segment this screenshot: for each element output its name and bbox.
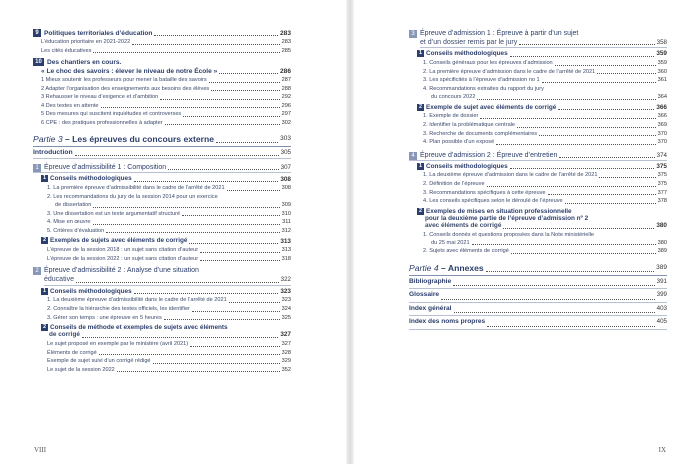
page-ref: 323 [281, 297, 291, 304]
toc-subsection[interactable] [409, 208, 667, 231]
toc-entry[interactable] [33, 296, 291, 305]
toc-entry[interactable] [33, 246, 291, 255]
toc-subsection[interactable] [33, 324, 291, 340]
toc-subsection[interactable] [409, 163, 667, 172]
subsection-title-text: Conseils méthodologiques [50, 287, 132, 295]
subsection-title-text: Conseils de méthode et exemples de sujets avec éléments [50, 324, 228, 332]
subsection-title [41, 175, 132, 184]
entry-title: 1. Exemple de dossier [423, 113, 479, 120]
page-ref: 307 [280, 164, 291, 172]
leader-dots [134, 181, 279, 182]
leader-dots [192, 311, 280, 312]
leader-dots [76, 282, 279, 283]
leader-dots [555, 65, 656, 66]
page-ref: 327 [280, 331, 291, 339]
section-number-badge: 4 [409, 152, 417, 160]
page-ref: 375 [656, 162, 667, 170]
leader-dots [132, 44, 279, 45]
toc-entry[interactable] [33, 366, 291, 375]
toc-entry[interactable] [33, 305, 291, 314]
toc-entry[interactable] [33, 340, 291, 349]
toc-entry[interactable] [33, 314, 291, 323]
toc-entry[interactable] [33, 255, 291, 264]
leader-dots [487, 186, 656, 187]
entry-title: 2 Adapter l’organisation des enseignements aux besoins des élèves [41, 85, 210, 92]
subsection-title [41, 237, 187, 246]
toc-entry[interactable] [33, 210, 291, 219]
leader-dots [165, 124, 280, 125]
page-ref: 311 [282, 219, 291, 226]
toc-entry[interactable] [33, 85, 291, 94]
page-ref: 358 [656, 38, 667, 46]
toc-entry[interactable] [33, 76, 291, 85]
leader-dots [190, 346, 279, 347]
toc-part[interactable] [409, 262, 667, 276]
page-ref: 369 [657, 121, 667, 128]
chapter-number-badge: 9 [33, 29, 41, 37]
entry-title: Les cités éducatives [41, 47, 92, 54]
page-ref: 366 [656, 103, 667, 111]
toc-subsection[interactable] [409, 104, 667, 113]
toc-part[interactable] [33, 133, 291, 147]
toc-entry[interactable] [33, 119, 291, 128]
page-ref: 399 [656, 291, 667, 299]
page-ref: 283 [279, 29, 291, 37]
section-title-text: Épreuve d’admissibilité 2 : Analyse d’une situation [44, 267, 199, 275]
leader-dots [542, 82, 656, 83]
section-title [33, 163, 166, 172]
entry-title-line [423, 239, 667, 248]
toc-section[interactable] [409, 30, 667, 48]
entry-title: 3. Une dissertation est un texte argumentatif structuré [47, 210, 181, 217]
subsection-title-text: de corrigé [49, 331, 80, 339]
page-ref: 352 [281, 366, 291, 373]
page-ref: 310 [281, 210, 291, 217]
subsection-title-text: pour la deuxième partie de l’épreuve d’admission nº 2 [425, 215, 589, 223]
section-title-text: Épreuve d’admissibilité 1 : Composition [44, 164, 167, 172]
page-number-left: VIII [34, 446, 47, 454]
page-ref: 296 [281, 102, 291, 109]
page-ref: 302 [281, 119, 291, 126]
toc-chapter[interactable] [33, 29, 291, 38]
leader-dots [153, 363, 280, 364]
leader-dots [189, 243, 278, 244]
subsection-title-text: Exemples de mises en situation professionnelle [426, 208, 572, 216]
right-page [354, 0, 700, 464]
leader-dots [599, 177, 655, 178]
page-ref: 287 [281, 76, 291, 83]
leader-dots [160, 99, 279, 100]
leader-dots [558, 109, 654, 110]
entry-title: 4. Plan possible d’un exposé [423, 139, 495, 146]
section-number-badge: 1 [33, 164, 41, 172]
entry-title: Le sujet proposé en exemple par le ministère (avril 2021) [47, 340, 189, 347]
entry-title: 2. Identifier la problématique centrale [423, 121, 516, 128]
appendix-title: Index des noms propres [409, 318, 486, 326]
entry-title: 4. Les conseils spécifiques selon le déroulé de l’épreuve [423, 198, 563, 205]
toc-entry[interactable] [409, 68, 667, 77]
entry-title: Exemple de sujet suivi d’un corrigé rédigé [47, 358, 151, 365]
page-ref: 378 [657, 198, 667, 205]
toc-entry[interactable] [33, 357, 291, 366]
leader-dots [229, 302, 280, 303]
page-ref: 361 [657, 77, 667, 84]
toc-entry[interactable] [409, 130, 667, 139]
subsection-number-badge: 2 [42, 237, 47, 244]
section-title-line [44, 276, 291, 286]
book-gutter [346, 0, 354, 464]
left-page [0, 0, 346, 464]
toc-entry[interactable] [409, 138, 667, 147]
page-ref: 286 [279, 67, 291, 75]
leader-dots [106, 232, 279, 233]
page-ref: 308 [280, 175, 291, 183]
part-title [33, 133, 214, 145]
entry-title-line [423, 93, 667, 102]
toc-entry[interactable] [409, 76, 667, 85]
subsection-number-badge: 1 [42, 287, 47, 294]
page-ref: 370 [657, 130, 667, 137]
toc-entry[interactable] [33, 110, 291, 119]
part-label: Partie 4 [409, 263, 439, 274]
toc-entry[interactable] [33, 38, 291, 47]
page-ref: 318 [281, 255, 291, 262]
subsection-title-line [41, 331, 291, 340]
entry-title-line [47, 201, 291, 210]
leader-dots [441, 299, 655, 300]
toc-entry[interactable] [409, 231, 667, 248]
toc-section[interactable] [33, 267, 291, 285]
leader-dots [75, 155, 279, 156]
section-title-text: éducative [44, 275, 74, 283]
leader-dots [548, 194, 656, 195]
toc-section[interactable] [33, 163, 291, 173]
toc-introduction[interactable] [33, 147, 291, 159]
subsection-title-text: Conseils méthodologiques [50, 175, 132, 183]
page-ref: 329 [281, 358, 291, 365]
toc-entry[interactable] [409, 59, 667, 68]
entry-title: 3. Gérer son temps : une épreuve en 5 heures [47, 314, 162, 321]
section-title-line [420, 39, 667, 49]
entry-title: 2. Connaître la hiérarchie des textes officiels, les identifier [47, 305, 190, 312]
leader-dots [93, 224, 281, 225]
page-ref: 364 [657, 93, 667, 100]
section-title-line [44, 267, 291, 276]
subsection-title-text: avec éléments de corrigé [425, 222, 502, 230]
subsection-title-line [417, 222, 667, 231]
entry-title: 2. Définition de l’épreuve [423, 181, 485, 188]
page-ref: 360 [657, 68, 667, 75]
chapter-title-line [33, 68, 291, 76]
chapter-title-text: Politiques territoriales d’éducation [44, 29, 153, 37]
section-title-line [420, 30, 667, 39]
toc-appendix[interactable] [409, 303, 667, 316]
page-ref: 285 [281, 47, 291, 54]
toc-entry[interactable] [33, 193, 291, 210]
page-number-right: IX [658, 446, 666, 454]
left-toc [33, 26, 291, 374]
toc-subsection[interactable] [33, 288, 291, 297]
entry-title: du 25 mai 2021 [431, 239, 470, 246]
toc-appendix[interactable] [409, 316, 667, 329]
page-ref: 313 [280, 237, 291, 245]
page-ref: 375 [657, 181, 667, 188]
entry-title: 6 CPE : des pratiques professionnelles à adapter [41, 119, 163, 126]
entry-title: 5. Critères d’évaluation [47, 227, 105, 234]
toc-chapter[interactable] [33, 58, 291, 76]
section-number-badge: 2 [33, 267, 41, 275]
entry-title-line [423, 85, 667, 93]
entry-title: 3 Rehausser le niveau d’exigence et d’ambition [41, 94, 159, 101]
page-ref: 380 [656, 222, 667, 230]
toc-entry[interactable] [33, 93, 291, 102]
toc-entry[interactable] [409, 112, 667, 121]
section-title-text: Épreuve d’admission 2 : Épreuve d’entretien [420, 151, 558, 159]
leader-dots [519, 44, 654, 45]
section-number-badge: 3 [409, 30, 417, 38]
page-ref: 328 [281, 349, 291, 356]
leader-dots [219, 73, 278, 74]
subsection-title-text: Conseils méthodologiques [426, 162, 508, 170]
subsection-number-badge: 1 [418, 162, 423, 169]
toc-appendix[interactable] [409, 289, 667, 302]
entry-title: du concours 2022 [431, 93, 476, 100]
page-ref: 374 [656, 151, 667, 159]
entry-title: L’épreuve de la session 2022 : un sujet sans citation d’auteur [47, 255, 199, 262]
section-title-text: Épreuve d’admission 1 : Épreuve à partir d’un sujet [420, 30, 579, 37]
page-ref: 292 [281, 94, 291, 101]
page-ref: 391 [656, 278, 667, 286]
entry-title: de dissertation [55, 202, 92, 209]
page-ref: 322 [280, 275, 291, 283]
leader-dots [454, 312, 655, 313]
chapter-title-line [33, 58, 291, 67]
page-ref: 297 [281, 111, 291, 118]
leader-dots [93, 207, 279, 208]
page-ref: 375 [657, 172, 667, 179]
leader-dots [486, 271, 654, 272]
page-ref: 283 [281, 39, 291, 46]
leader-dots [164, 319, 280, 320]
leader-dots [227, 190, 280, 191]
entry-title: Éléments de corrigé [47, 349, 97, 356]
subsection-title-line [417, 208, 667, 215]
entry-title: 2. Les recommandations du jury de la session 2014 pour un exercice [47, 193, 218, 200]
appendix-title: Index général [409, 304, 452, 312]
page-ref: 325 [281, 314, 291, 321]
toc-entry[interactable] [409, 85, 667, 102]
appendix-title: Bibliographie [409, 278, 452, 286]
entry-title: L’épreuve de la session 2018 : un sujet sans citation d’auteur [47, 247, 199, 254]
subsection-title [417, 104, 556, 113]
toc-subsection[interactable] [33, 237, 291, 246]
subsection-title-text: Conseils méthodologiques [426, 50, 508, 58]
entry-title: 3. Recherche de documents complémentaires [423, 130, 538, 137]
section-title [409, 151, 557, 160]
part-title [409, 262, 484, 274]
leader-dots [200, 252, 280, 253]
toc-section[interactable] [409, 151, 667, 161]
leader-dots [453, 285, 655, 286]
entry-title: 1 Mieux soutenir les professeurs pour mener la bataille des savoirs [41, 76, 207, 83]
appendix-title: Glossaire [409, 291, 440, 299]
toc-subsection[interactable] [409, 50, 667, 59]
page-ref: 323 [280, 287, 291, 295]
introduction-title: Introduction [33, 149, 73, 157]
leader-dots [93, 52, 279, 53]
part-label: Partie 3 [33, 134, 63, 145]
toc-entry[interactable] [33, 184, 291, 193]
entry-title: 4 Des textes en attente [41, 102, 99, 109]
subsection-title-text: Exemples de sujets avec éléments de corrigé [50, 237, 188, 245]
page-ref: 309 [281, 202, 291, 209]
subsection-title [41, 288, 132, 297]
toc-entry[interactable] [33, 218, 291, 227]
entry-title: Le sujet de la session 2022 [47, 366, 115, 373]
leader-dots [503, 228, 654, 229]
entry-title: 1. La deuxième épreuve d’admission dans le cadre de l’arrêté de 2021 [423, 172, 598, 179]
leader-dots [510, 168, 655, 169]
subsection-number-badge: 2 [418, 103, 423, 110]
leader-dots [565, 203, 656, 204]
leader-dots [472, 244, 656, 245]
chapter-title [33, 29, 152, 38]
page-ref: 405 [656, 318, 667, 326]
page-ref: 359 [657, 59, 667, 66]
toc-entry[interactable] [409, 247, 667, 256]
leader-dots [517, 127, 656, 128]
leader-dots [511, 253, 656, 254]
leader-dots [209, 82, 280, 83]
leader-dots [477, 99, 655, 100]
leader-dots [510, 56, 655, 57]
toc-subsection[interactable] [33, 175, 291, 184]
leader-dots [117, 371, 280, 372]
section-title-text: et d’un dossier remis par le jury [420, 38, 518, 46]
page-ref: 303 [280, 135, 291, 143]
entry-title: 1. Conseils donnés et questions proposées dans la Note ministérielle [423, 231, 595, 238]
toc-entry[interactable] [409, 189, 667, 198]
page-ref: 370 [657, 139, 667, 146]
toc-entry[interactable] [409, 121, 667, 130]
entry-title: 3. Les spécificités à l’épreuve d’admission no 1 [423, 77, 540, 84]
page-ref: 288 [281, 85, 291, 92]
entry-title: 2. La première épreuve d’admission dans le cadre de l’arrêté de 2021 [423, 68, 596, 75]
chapter-title-text: Des chantiers en cours. [47, 59, 122, 67]
toc-entry[interactable] [409, 171, 667, 180]
subsection-number-badge: 2 [42, 324, 47, 331]
leader-dots [134, 293, 279, 294]
page-ref: 305 [280, 149, 291, 157]
toc-entry[interactable] [409, 197, 667, 206]
entry-title: 4. Mise en œuvre [47, 219, 91, 226]
subsection-title-text: Exemple de sujet avec éléments de corrigé [426, 103, 557, 111]
subsection-title-line [41, 324, 291, 331]
entry-title: 3. Recommandations spécifiques à cette épreuve [423, 189, 546, 196]
toc-entry[interactable] [33, 227, 291, 236]
page-ref: 366 [657, 113, 667, 120]
toc-entry[interactable] [33, 102, 291, 111]
entry-title: 2. Sujets avec éléments de corrigé [423, 248, 509, 255]
leader-dots [487, 326, 654, 327]
leader-dots [597, 73, 655, 74]
leader-dots [216, 142, 278, 143]
leader-dots [496, 144, 655, 145]
leader-dots [182, 215, 280, 216]
page-ref: 312 [281, 227, 291, 234]
leader-dots [82, 337, 278, 338]
entry-title: 4. Recommandations extraites du rapport du jury [423, 85, 544, 92]
subsection-number-badge: 1 [418, 50, 423, 57]
page-ref: 313 [281, 247, 291, 254]
entry-title: 5 Des mesures qui suscitent inquiétudes et controverses [41, 111, 182, 118]
toc-entry[interactable] [33, 349, 291, 358]
leader-dots [101, 107, 280, 108]
page-ref: 403 [656, 304, 667, 312]
entry-title-line [47, 193, 291, 201]
page-ref: 327 [281, 340, 291, 347]
chapter-title-text: « Le choc des savoirs : élever le niveau de notre École » [41, 67, 218, 75]
page-ref: 389 [657, 248, 667, 255]
subsection-title [417, 50, 508, 59]
page-ref: 359 [656, 50, 667, 58]
leader-dots [211, 90, 279, 91]
leader-dots [99, 354, 280, 355]
page-ref: 308 [281, 185, 291, 192]
entry-title: 1. La deuxième épreuve d’admissibilité dans le cadre de l’arrêté de 2021 [47, 297, 227, 304]
entry-title: 1. La première épreuve d’admissibilité dans le cadre de l’arrêté de 2021 [47, 185, 225, 192]
toc-appendix[interactable] [409, 276, 667, 289]
subsection-number-badge: 1 [42, 175, 47, 182]
part-title-text: – Annexes [438, 263, 484, 274]
entry-title: L’éducation prioritaire en 2021-2022 [41, 39, 131, 46]
page-ref: 377 [657, 189, 667, 196]
leader-dots [480, 118, 655, 119]
entry-title: 1. Conseils généraux pour les épreuves d’admission [423, 59, 553, 66]
right-toc [409, 26, 667, 330]
leader-dots [168, 169, 279, 170]
leader-dots [559, 157, 654, 158]
entry-title-line [423, 231, 667, 239]
page-ref: 380 [657, 239, 667, 246]
subsection-title [417, 163, 508, 172]
leader-dots [183, 116, 279, 117]
leader-dots [154, 35, 278, 36]
subsection-title-line [417, 215, 667, 222]
toc-entry[interactable] [33, 47, 291, 56]
part-title-text: – Les épreuves du concours externe [62, 134, 215, 145]
page-ref: 389 [656, 264, 667, 272]
subsection-number-badge: 2 [418, 207, 423, 214]
leader-dots [539, 135, 656, 136]
page-ref: 324 [281, 305, 291, 312]
leader-dots [200, 260, 280, 261]
chapter-number-badge: 10 [33, 58, 44, 66]
toc-entry[interactable] [409, 180, 667, 189]
